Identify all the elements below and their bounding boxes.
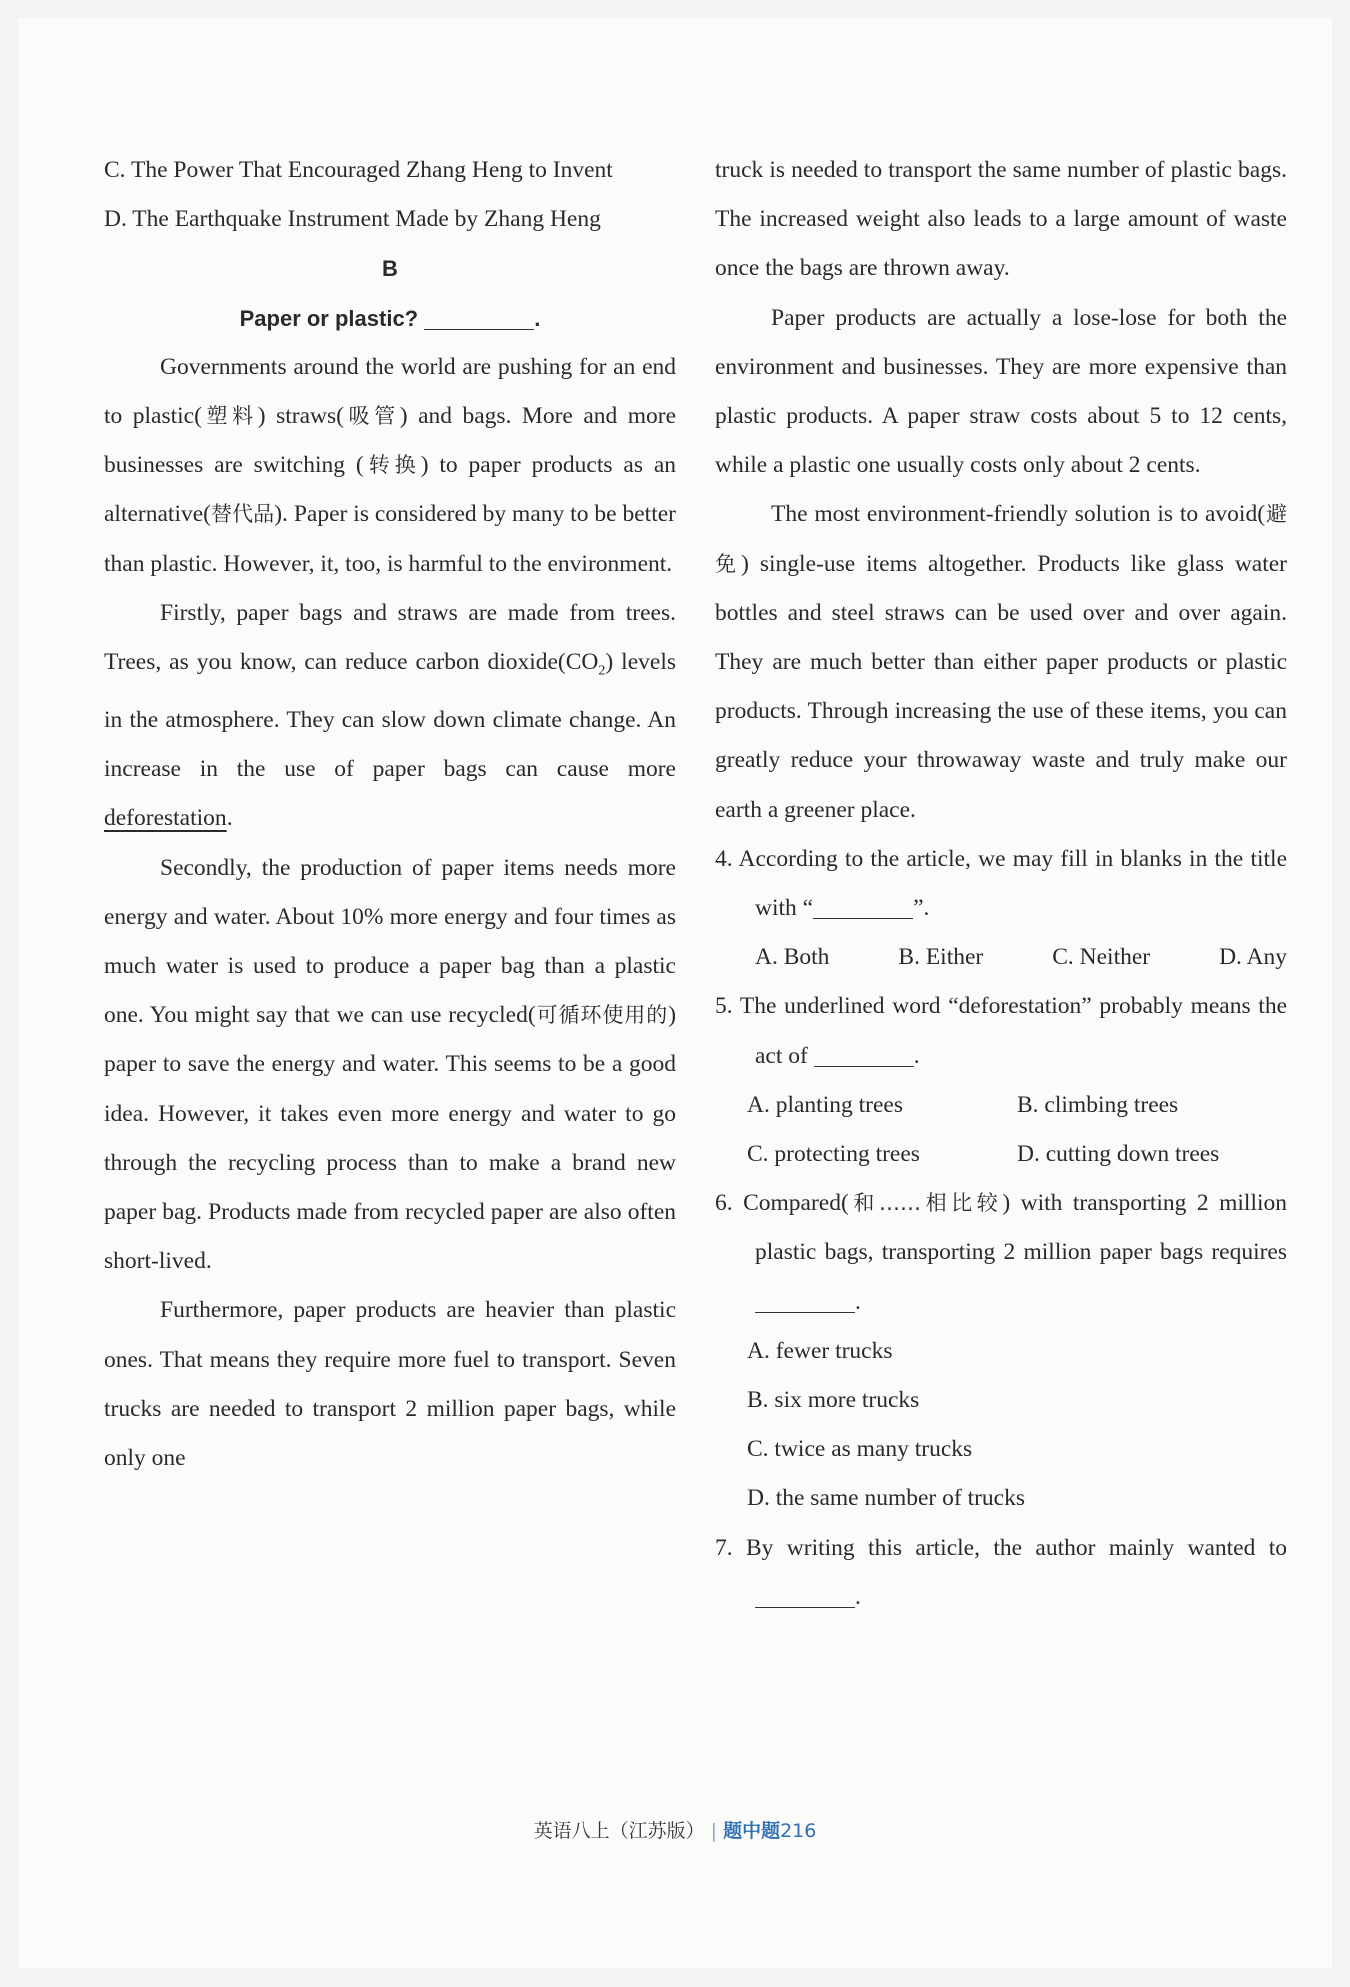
p2-text-a: Firstly, paper bags and straws are made from trees. Trees, as you know, can reduce carbon dioxide(CO xyxy=(104,599,676,676)
p6-text-b: ) single-use items altogether. Products like glass water bottles and steel straws can be used over and over again. They are much better than either paper products or plastic products. Through increasing the use of these items, you can greatly reduce your throwaway waste and truly make our earth a greener place. xyxy=(715,550,1288,823)
book-title: 英语八上（江苏版） xyxy=(533,1820,705,1842)
brand-name: 题中题 xyxy=(723,1820,781,1842)
q7-text: 7. By writing this article, the author mainly wanted to xyxy=(715,1534,1287,1561)
q6-option-b: B. six more trucks xyxy=(747,1387,920,1414)
section-letter: B xyxy=(382,256,398,282)
p1-gloss-2: 吸管 xyxy=(343,404,400,429)
page-number: 216 xyxy=(780,1820,817,1842)
p1-gloss-4: 替代品 xyxy=(211,502,275,527)
paragraph-4-continued: truck is needed to transport the same number of plastic bags. The increased weight also leads to a large amount of waste once the bags are thrown away. xyxy=(715,157,1287,282)
q5-option-a: A. planting trees xyxy=(747,1091,903,1118)
q4-option-a: A. Both xyxy=(755,944,830,971)
q5-option-c: C. protecting trees xyxy=(747,1141,920,1168)
article-title xyxy=(104,294,676,343)
q7-end: . xyxy=(855,1583,861,1610)
q4-text: 4. According to the article, we may fill in blanks in the title with “ xyxy=(715,845,1287,922)
q6-options xyxy=(715,1327,1287,1524)
p2-subscript: 2 xyxy=(598,663,606,679)
q7-blank xyxy=(755,1583,855,1608)
title-end: . xyxy=(534,305,541,331)
p3-gloss: 可循环使用的 xyxy=(535,1003,669,1028)
prev-option-d: D. The Earthquake Instrument Made by Zhang Heng xyxy=(104,206,601,233)
p3-text-b: ) paper to save the energy and water. This seems to be a good idea. However, it takes even more energy and water to go through the recycling process than to make a brand new paper bag. Products made from recycled paper are also often short-lived. xyxy=(104,1002,677,1275)
p1-text-e: ). Paper is considered by many to be better than plastic. However, it, too, is harmful to the environment. xyxy=(104,501,676,577)
q5-option-d: D. cutting down trees xyxy=(1017,1141,1220,1168)
q5-end: . xyxy=(913,1042,920,1069)
right-column xyxy=(715,146,1287,1622)
p6-gloss: 避免 xyxy=(715,502,1288,576)
q6-gloss: 和……相比较 xyxy=(848,1191,1003,1216)
paragraph-5: Paper products are actually a lose-lose for both the environment and businesses. They are more expensive than plastic products. A paper straw costs about 5 to 12 cents, while a plastic one usually costs only about 2 cents. xyxy=(715,304,1287,479)
p6-text-a: The most environment-friendly solution is to avoid( xyxy=(771,501,1266,528)
p1-text-b: ) straws( xyxy=(257,403,344,430)
q6-text-b: ) with transporting 2 million plastic bags, transporting 2 million paper bags requires xyxy=(755,1190,1288,1266)
question-7 xyxy=(715,1524,1287,1622)
q4-options xyxy=(715,933,1287,982)
q5-options-row-2 xyxy=(715,1130,1287,1179)
p1-gloss-1: 塑料 xyxy=(201,404,258,429)
q6-option-d: D. the same number of trucks xyxy=(747,1485,1026,1512)
question-6 xyxy=(715,1179,1287,1327)
q6-text-a: 6. Compared( xyxy=(715,1190,849,1217)
p2-text-b: ) levels in the atmosphere. They can slow down climate change. An increase in the use of paper bags can cause more xyxy=(104,649,676,783)
question-4 xyxy=(715,835,1287,933)
prev-option-c: C. The Power That Encouraged Zhang Heng to Invent xyxy=(104,157,613,183)
left-column xyxy=(104,146,676,1483)
paragraph-2 xyxy=(104,589,676,844)
q4-option-c: C. Neither xyxy=(1052,944,1151,971)
q6-option-c: C. twice as many trucks xyxy=(747,1436,973,1463)
title-text: Paper or plastic? xyxy=(239,305,419,331)
p1-text-c: ) and bags. More and more businesses are switching ( xyxy=(104,403,677,479)
q4-end: ”. xyxy=(913,895,930,922)
p1-text-d: ) to paper products as an alternative( xyxy=(104,452,677,528)
question-5 xyxy=(715,982,1287,1080)
p3-text-a: Secondly, the production of paper items needs more energy and water. About 10% more energy and four times as much water is used to produce a paper bag than a plastic one. You might say that we can use recycled( xyxy=(104,854,676,1029)
page-footer xyxy=(18,1816,1332,1843)
underlined-word: deforestation xyxy=(104,805,227,832)
p2-text-c: . xyxy=(226,805,233,832)
q6-blank xyxy=(755,1288,855,1313)
q6-option-a: A. fewer trucks xyxy=(747,1337,893,1364)
q6-end: . xyxy=(855,1288,861,1315)
paragraph-3 xyxy=(104,844,676,1287)
q4-option-d: D. Any xyxy=(1219,944,1287,971)
q5-blank xyxy=(814,1042,914,1067)
q4-option-b: B. Either xyxy=(898,944,984,971)
q5-options-row-1 xyxy=(715,1081,1287,1130)
p1-gloss-3: 转换 xyxy=(363,453,421,478)
footer-separator: | xyxy=(710,1820,718,1842)
p1-text-a: Governments around the world are pushing for an end to plastic( xyxy=(104,353,676,430)
paragraph-1 xyxy=(104,343,676,589)
page xyxy=(18,18,1332,1968)
q4-blank xyxy=(813,895,913,920)
q5-option-b: B. climbing trees xyxy=(1017,1091,1179,1118)
paragraph-4: Furthermore, paper products are heavier than plastic ones. That means they require more fuel to transport. Seven trucks are needed to transport 2 million paper bags, while only one xyxy=(104,1297,676,1471)
q5-text: 5. The underlined word “deforestation” probably means the act of xyxy=(715,993,1287,1069)
paragraph-6 xyxy=(715,490,1287,834)
title-blank xyxy=(424,307,534,330)
